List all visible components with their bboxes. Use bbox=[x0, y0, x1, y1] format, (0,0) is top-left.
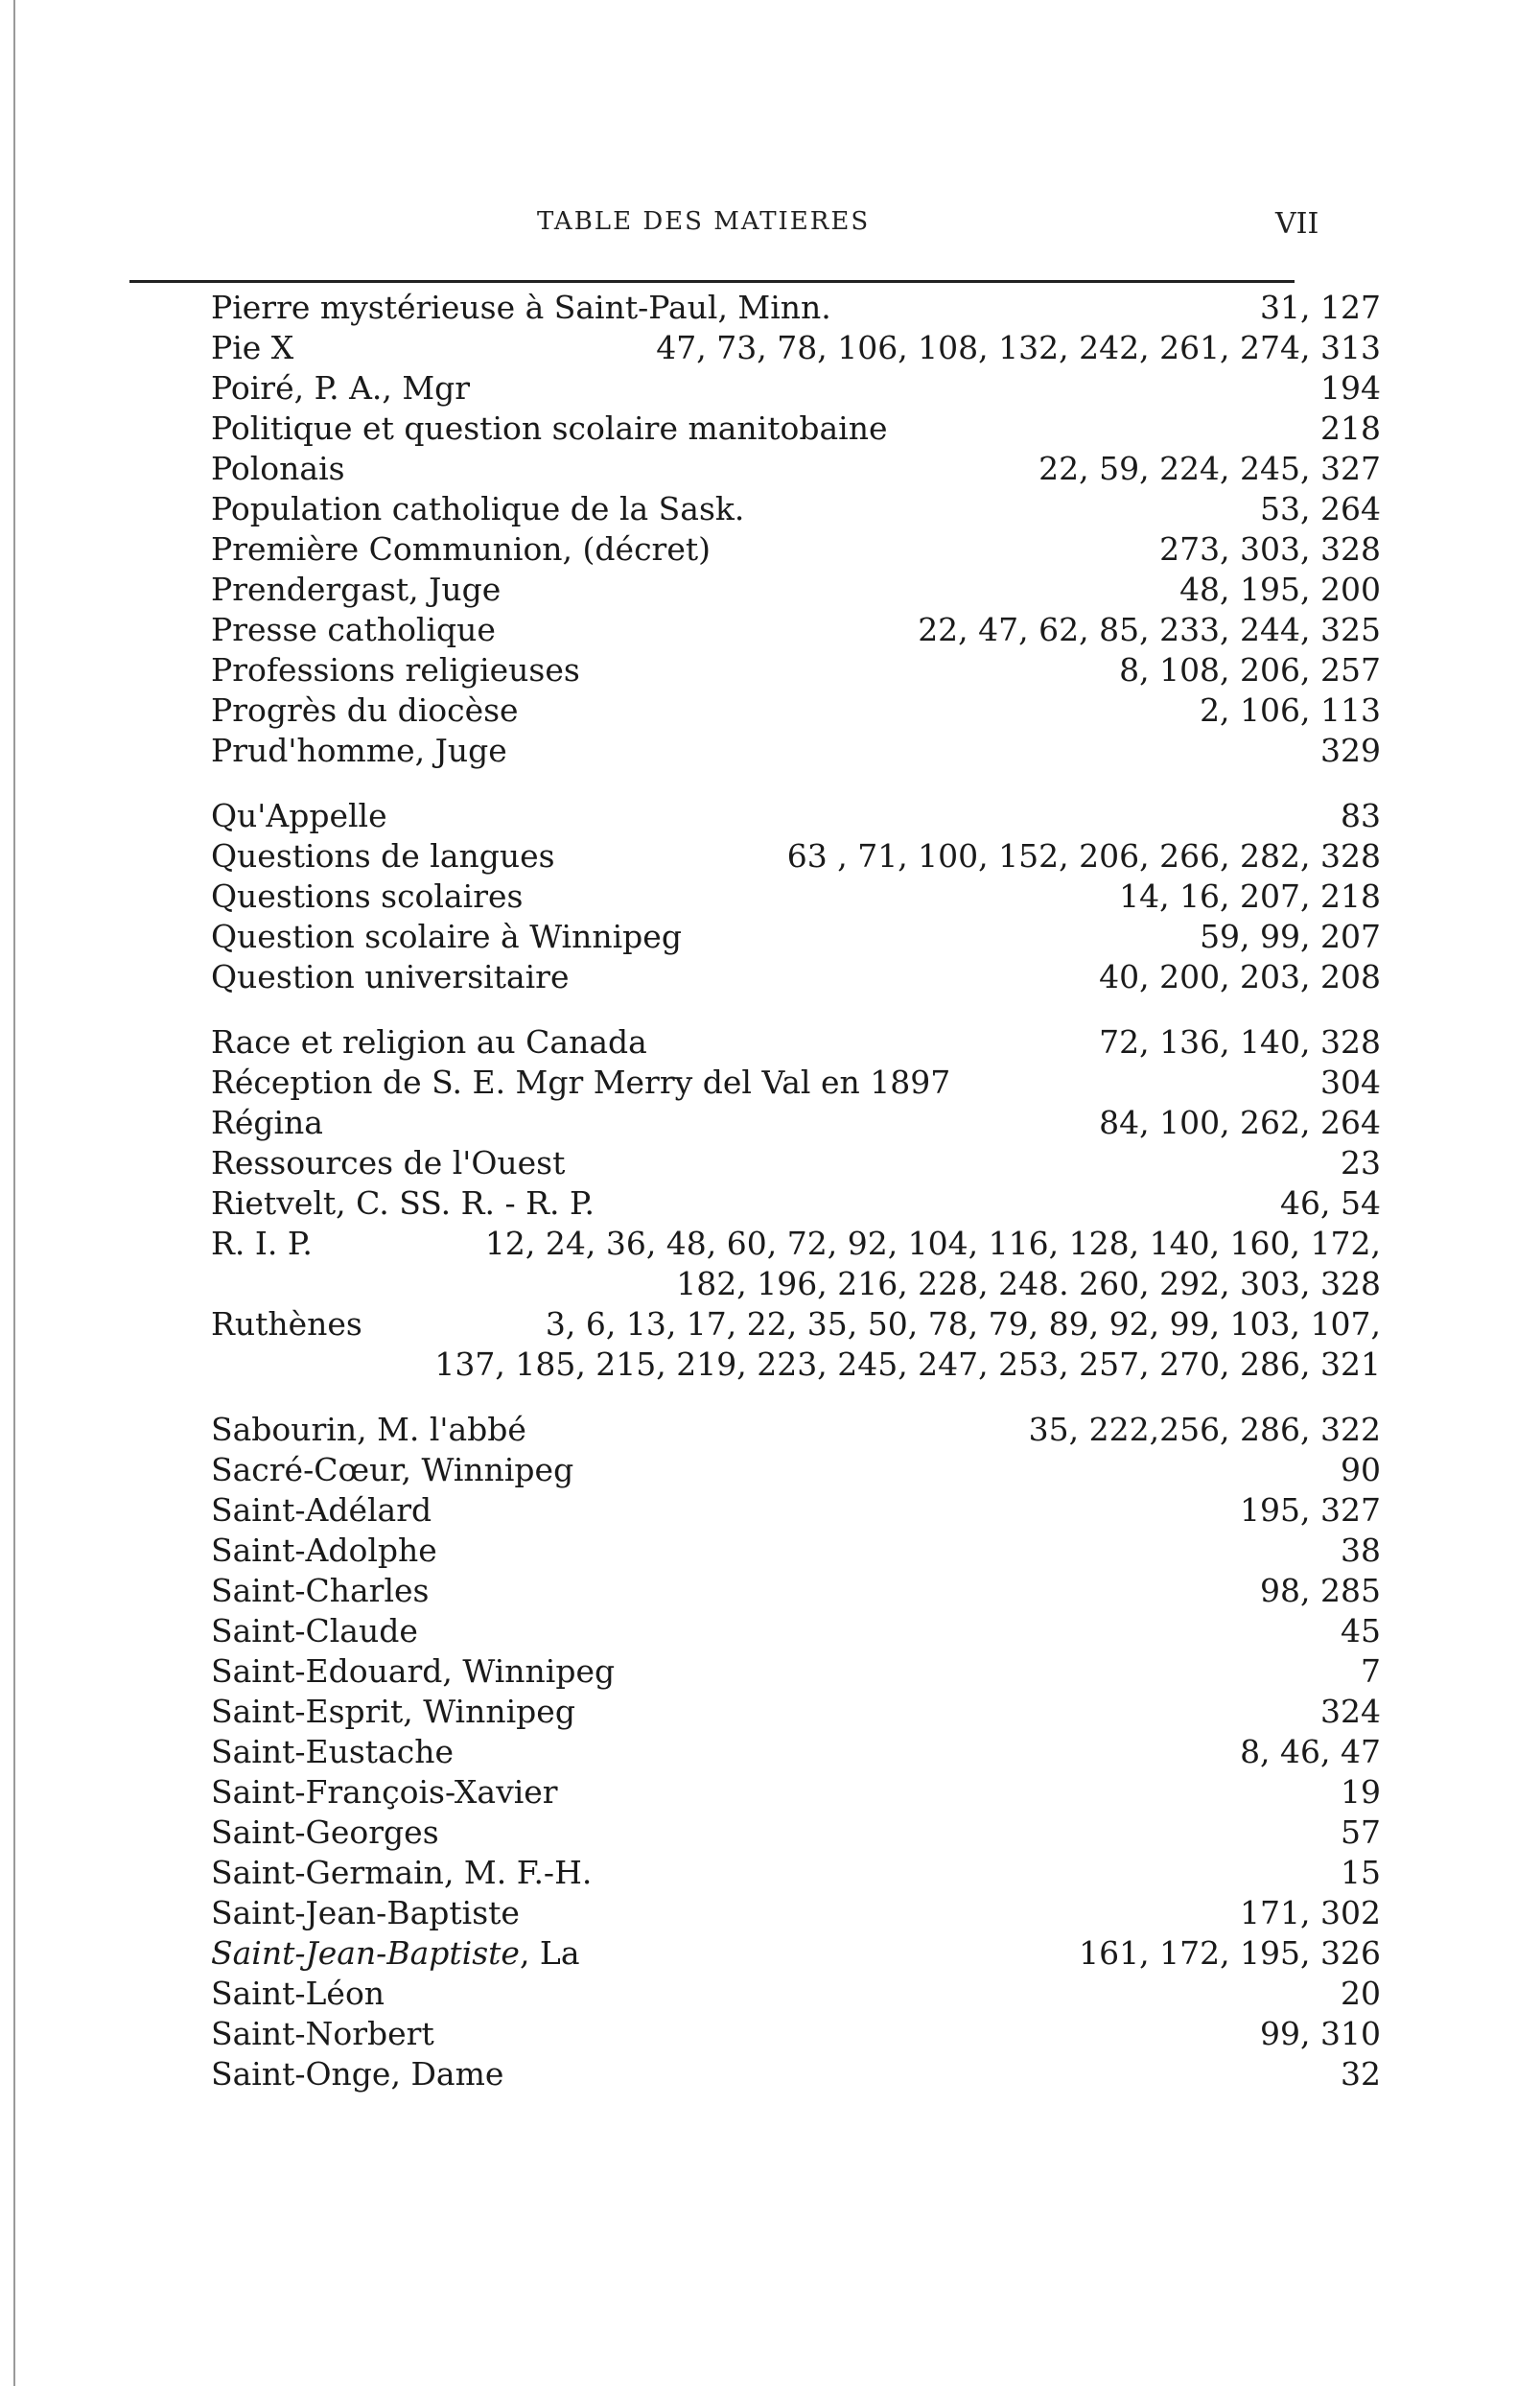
entry-term: Questions scolaires bbox=[211, 877, 524, 915]
entry-pages: 324 bbox=[1320, 1693, 1381, 1730]
entry-term: Questions de langues bbox=[211, 837, 555, 875]
entry-term: Saint-Norbert bbox=[211, 2015, 434, 2052]
entry-term: Réception de S. E. Mgr Merry del Val en 1897 bbox=[211, 1064, 951, 1101]
entry-term: Rietvelt, C. SS. R. - R. P. bbox=[211, 1184, 595, 1222]
page-number: VII bbox=[1275, 207, 1319, 241]
index-entry bbox=[211, 1853, 1381, 1893]
index-entry-continuation bbox=[211, 1345, 1381, 1385]
entry-pages: 3, 6, 13, 17, 22, 35, 50, 78, 79, 89, 92, 99, 103, 107, bbox=[545, 1305, 1381, 1343]
section-gap bbox=[211, 1385, 1381, 1410]
entry-term: Pierre mystérieuse à Saint-Paul, Minn. bbox=[211, 289, 831, 326]
entry-term: Polonais bbox=[211, 450, 345, 487]
entry-pages: 195, 327 bbox=[1240, 1491, 1381, 1529]
entry-term: Saint-Onge, Dame bbox=[211, 2055, 504, 2093]
index-entry bbox=[211, 1893, 1381, 1933]
index-entry bbox=[211, 1183, 1381, 1224]
entry-pages: 22, 59, 224, 245, 327 bbox=[1038, 450, 1381, 487]
entry-term: Progrès du diocèse bbox=[211, 691, 519, 729]
index-entry bbox=[211, 1772, 1381, 1813]
index-entries bbox=[211, 288, 1381, 2094]
index-entry bbox=[211, 1450, 1381, 1490]
header-rule bbox=[129, 280, 1295, 283]
index-entry bbox=[211, 796, 1381, 836]
index-entry bbox=[211, 529, 1381, 570]
entry-term: Qu'Appelle bbox=[211, 797, 387, 834]
entry-pages: 8, 46, 47 bbox=[1240, 1733, 1381, 1770]
index-entry bbox=[211, 690, 1381, 731]
entry-pages: 99, 310 bbox=[1260, 2015, 1381, 2052]
index-entry bbox=[211, 877, 1381, 917]
index-entry bbox=[211, 1813, 1381, 1853]
page-header bbox=[0, 207, 1540, 246]
entry-pages: 84, 100, 262, 264 bbox=[1099, 1104, 1381, 1141]
entry-pages: 38 bbox=[1341, 1532, 1381, 1569]
index-entry bbox=[211, 409, 1381, 449]
index-entry bbox=[211, 570, 1381, 610]
index-entry bbox=[211, 610, 1381, 650]
index-entry bbox=[211, 1103, 1381, 1143]
entry-term: Saint-Jean-Baptiste, La bbox=[211, 1934, 580, 1972]
index-entry bbox=[211, 1304, 1381, 1345]
entry-pages: 15 bbox=[1341, 1854, 1381, 1891]
entry-term: Ressources de l'Ouest bbox=[211, 1144, 566, 1181]
entry-pages: 22, 47, 62, 85, 233, 244, 325 bbox=[918, 611, 1381, 648]
entry-term: Ruthènes bbox=[211, 1305, 362, 1343]
entry-term: Population catholique de la Sask. bbox=[211, 490, 745, 527]
italic-title: Saint-Jean-Baptiste bbox=[211, 1934, 520, 1972]
entry-pages: 182, 196, 216, 228, 248. 260, 292, 303, 328 bbox=[676, 1265, 1381, 1302]
entry-pages: 161, 172, 195, 326 bbox=[1079, 1934, 1381, 1972]
index-entry bbox=[211, 1022, 1381, 1063]
index-entry bbox=[211, 288, 1381, 328]
entry-pages: 90 bbox=[1341, 1451, 1381, 1488]
index-entry bbox=[211, 1490, 1381, 1531]
entry-pages: 329 bbox=[1320, 732, 1381, 769]
index-entry bbox=[211, 836, 1381, 877]
index-entry bbox=[211, 1143, 1381, 1183]
entry-term: Saint-Léon bbox=[211, 1975, 385, 2012]
index-entry bbox=[211, 368, 1381, 409]
entry-term: Prendergast, Juge bbox=[211, 571, 502, 608]
entry-pages: 46, 54 bbox=[1280, 1184, 1381, 1222]
section-gap bbox=[211, 771, 1381, 796]
entry-pages: 35, 222,256, 286, 322 bbox=[1028, 1411, 1381, 1448]
binding-margin-line bbox=[13, 0, 15, 2386]
index-entry bbox=[211, 1531, 1381, 1571]
entry-pages: 40, 200, 203, 208 bbox=[1099, 958, 1381, 995]
entry-pages: 304 bbox=[1320, 1064, 1381, 1101]
entry-pages: 20 bbox=[1341, 1975, 1381, 2012]
index-entry bbox=[211, 957, 1381, 997]
entry-pages: 63 , 71, 100, 152, 206, 266, 282, 328 bbox=[786, 837, 1381, 875]
entry-pages: 31, 127 bbox=[1260, 289, 1381, 326]
index-entry-continuation bbox=[211, 1264, 1381, 1304]
index-entry bbox=[211, 731, 1381, 771]
entry-term: Saint-François-Xavier bbox=[211, 1773, 558, 1811]
entry-pages: 12, 24, 36, 48, 60, 72, 92, 104, 116, 128, 140, 160, 172, bbox=[484, 1225, 1381, 1262]
entry-term: Professions religieuses bbox=[211, 651, 580, 689]
running-title: TABLE DES MATIERES bbox=[537, 207, 871, 236]
entry-term: Question universitaire bbox=[211, 958, 570, 995]
entry-term: Saint-Eustache bbox=[211, 1733, 454, 1770]
entry-pages: 14, 16, 207, 218 bbox=[1119, 877, 1381, 915]
index-entry bbox=[211, 1732, 1381, 1772]
index-entry bbox=[211, 1651, 1381, 1692]
entry-pages: 48, 195, 200 bbox=[1179, 571, 1381, 608]
entry-term: Saint-Adolphe bbox=[211, 1532, 437, 1569]
index-entry bbox=[211, 1063, 1381, 1103]
entry-pages: 57 bbox=[1341, 1813, 1381, 1851]
entry-pages: 45 bbox=[1341, 1612, 1381, 1649]
index-entry bbox=[211, 1224, 1381, 1264]
entry-term: Saint-Esprit, Winnipeg bbox=[211, 1693, 575, 1730]
entry-pages: 32 bbox=[1341, 2055, 1381, 2093]
entry-term: Saint-Georges bbox=[211, 1813, 439, 1851]
entry-term: Saint-Claude bbox=[211, 1612, 418, 1649]
entry-pages: 59, 99, 207 bbox=[1200, 918, 1381, 955]
index-entry bbox=[211, 1571, 1381, 1611]
entry-pages: 273, 303, 328 bbox=[1159, 530, 1381, 568]
entry-pages: 2, 106, 113 bbox=[1200, 691, 1381, 729]
index-entry bbox=[211, 1611, 1381, 1651]
index-entry bbox=[211, 917, 1381, 957]
entry-pages: 98, 285 bbox=[1260, 1572, 1381, 1609]
entry-pages: 7 bbox=[1361, 1652, 1381, 1690]
entry-pages: 23 bbox=[1341, 1144, 1381, 1181]
entry-term: Question scolaire à Winnipeg bbox=[211, 918, 682, 955]
entry-pages: 171, 302 bbox=[1240, 1894, 1381, 1931]
entry-term: Pie X bbox=[211, 329, 294, 366]
entry-pages: 19 bbox=[1341, 1773, 1381, 1811]
index-entry bbox=[211, 1974, 1381, 2014]
index-entry bbox=[211, 1410, 1381, 1450]
entry-term: Saint-Charles bbox=[211, 1572, 430, 1609]
entry-term: Politique et question scolaire manitobaine bbox=[211, 409, 888, 447]
index-entry bbox=[211, 2014, 1381, 2054]
entry-pages: 8, 108, 206, 257 bbox=[1119, 651, 1381, 689]
index-entry bbox=[211, 650, 1381, 690]
entry-pages: 53, 264 bbox=[1260, 490, 1381, 527]
index-entry bbox=[211, 1692, 1381, 1732]
section-gap bbox=[211, 997, 1381, 1022]
index-entry bbox=[211, 1933, 1381, 1974]
entry-pages: 137, 185, 215, 219, 223, 245, 247, 253, 257, 270, 286, 321 bbox=[434, 1345, 1381, 1383]
entry-term: Régina bbox=[211, 1104, 323, 1141]
entry-term: Saint-Adélard bbox=[211, 1491, 432, 1529]
index-entry bbox=[211, 449, 1381, 489]
entry-pages: 47, 73, 78, 106, 108, 132, 242, 261, 274, 313 bbox=[656, 329, 1381, 366]
index-entry bbox=[211, 328, 1381, 368]
entry-term: Première Communion, (décret) bbox=[211, 530, 711, 568]
entry-term: Sabourin, M. l'abbé bbox=[211, 1411, 526, 1448]
entry-term: Saint-Edouard, Winnipeg bbox=[211, 1652, 616, 1690]
entry-term: R. I. P. bbox=[211, 1225, 313, 1262]
entry-pages: 83 bbox=[1341, 797, 1381, 834]
entry-term: Presse catholique bbox=[211, 611, 496, 648]
entry-term: Race et religion au Canada bbox=[211, 1023, 647, 1061]
entry-pages: 72, 136, 140, 328 bbox=[1099, 1023, 1381, 1061]
entry-term: Sacré-Cœur, Winnipeg bbox=[211, 1451, 574, 1488]
entry-term: Prud'homme, Juge bbox=[211, 732, 507, 769]
entry-pages: 194 bbox=[1320, 369, 1381, 407]
entry-term: Poiré, P. A., Mgr bbox=[211, 369, 471, 407]
index-entry bbox=[211, 2054, 1381, 2094]
entry-pages: 218 bbox=[1320, 409, 1381, 447]
index-entry bbox=[211, 489, 1381, 529]
entry-term: Saint-Germain, M. F.-H. bbox=[211, 1854, 593, 1891]
entry-term: Saint-Jean-Baptiste bbox=[211, 1894, 520, 1931]
